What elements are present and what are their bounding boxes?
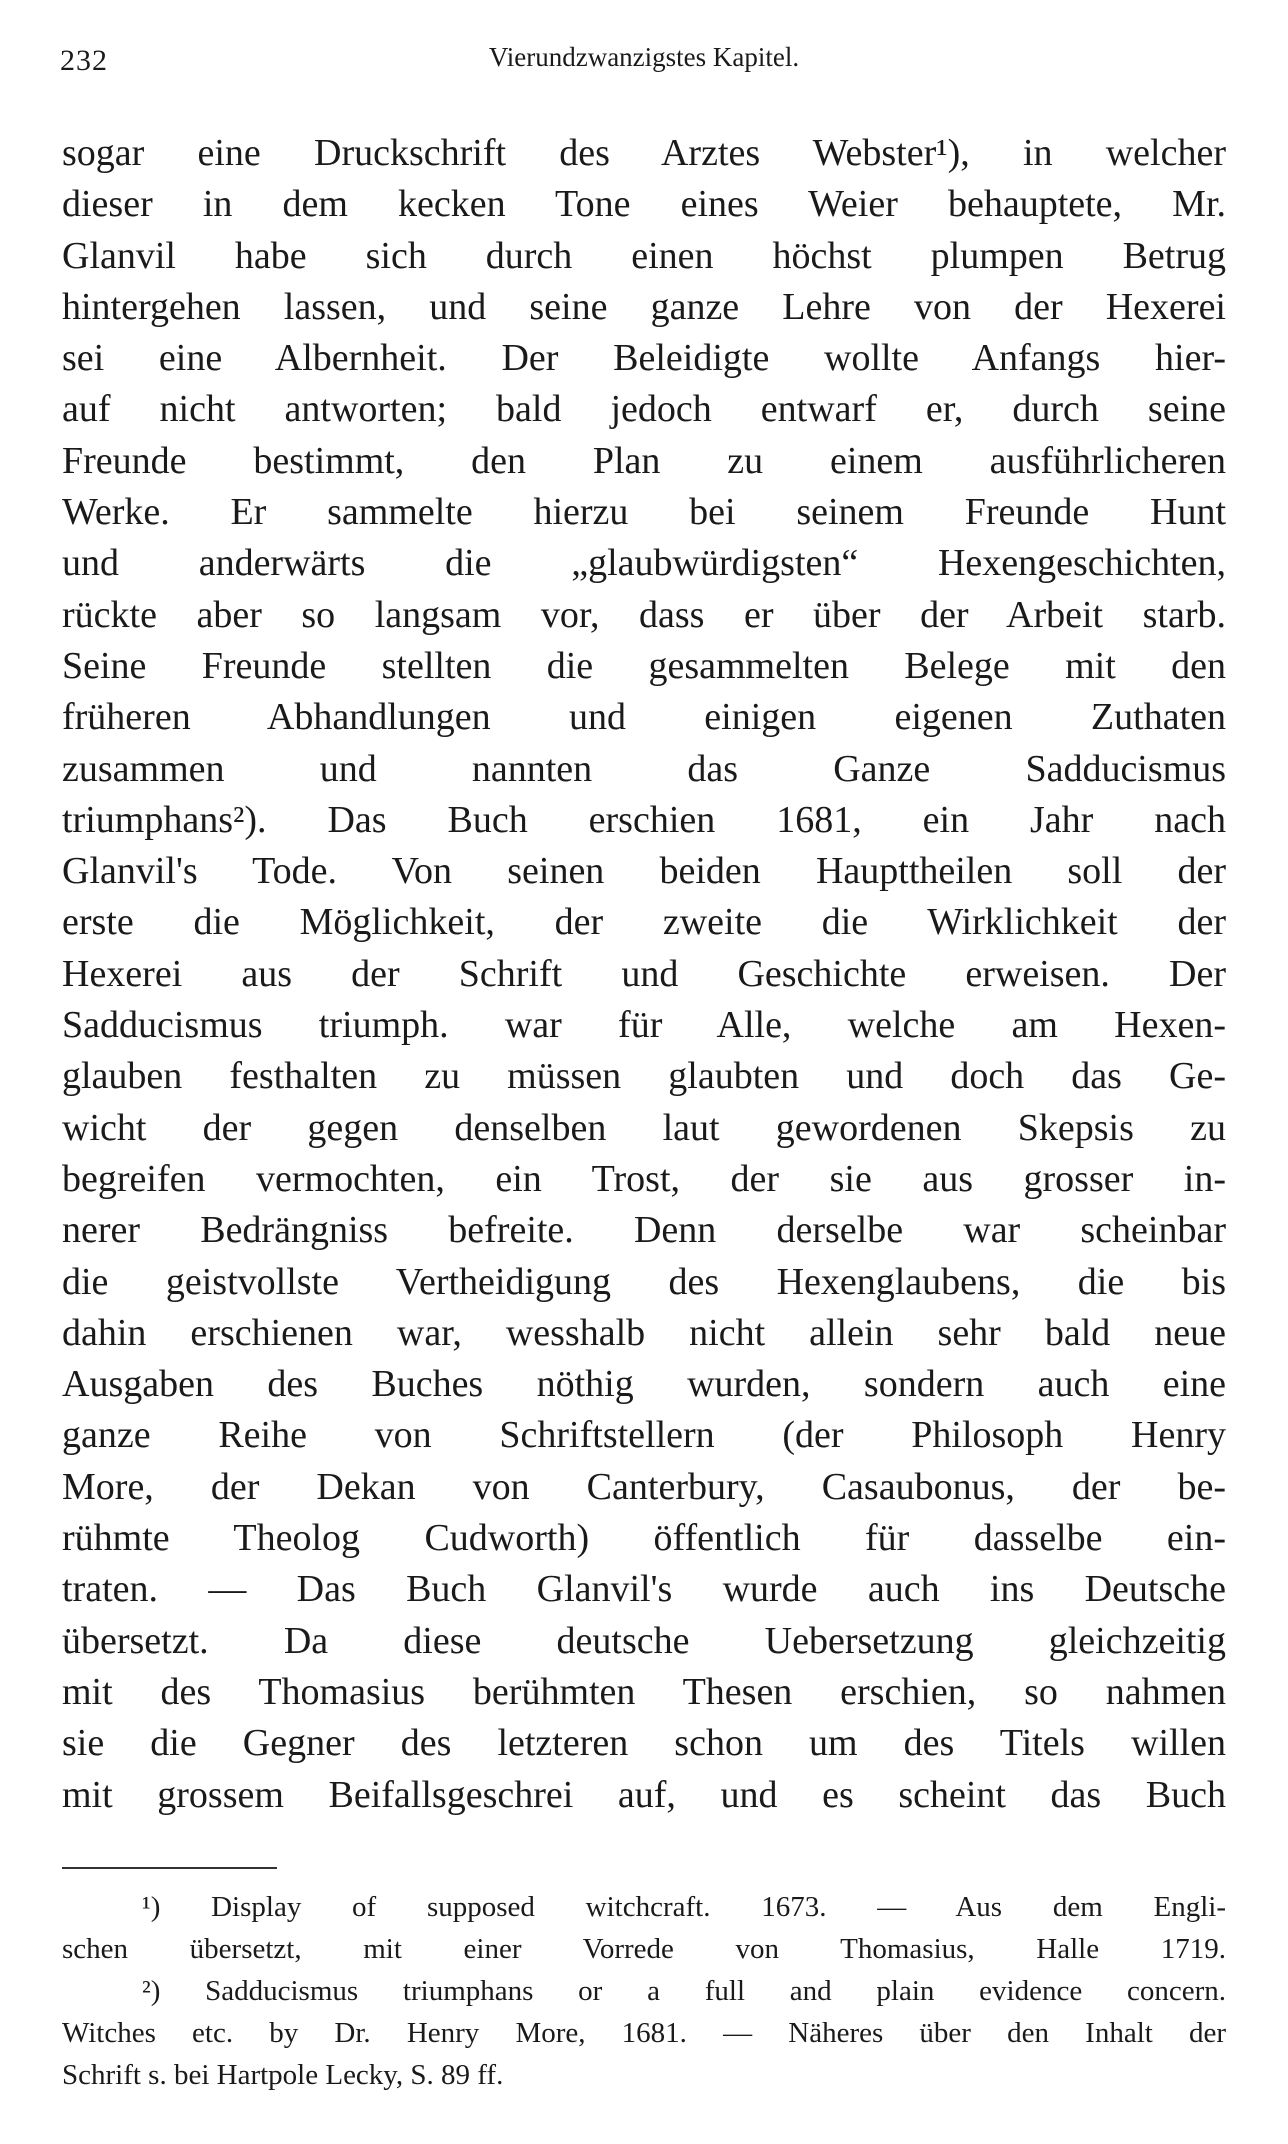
text-line: zusammen und nannten das Ganze Sadducismus	[62, 747, 1226, 790]
text-line: Seine Freunde stellten die gesammelten Belege mit den	[62, 644, 1226, 687]
text-line: traten. — Das Buch Glanvil's wurde auch ins Deutsche	[62, 1568, 1226, 1611]
text-line: mit des Thomasius berühmten Thesen erschien, so nahmen	[62, 1670, 1226, 1713]
text-line: Glanvil's Tode. Von seinen beiden Haupttheilen soll der	[62, 850, 1226, 893]
text-line: sie die Gegner des letzteren schon um des Titels willen	[62, 1722, 1226, 1765]
text-line: hintergehen lassen, und seine ganze Lehre von der Hexerei	[62, 285, 1226, 328]
footnotes	[62, 1886, 1226, 2096]
running-head: Vierundzwanzigstes Kapitel.	[488, 42, 800, 72]
page-number: 232	[60, 44, 108, 77]
body-text	[62, 128, 1226, 1821]
text-line: früheren Abhandlungen und einigen eigenen Zuthaten	[62, 696, 1226, 739]
text-line: triumphans²). Das Buch erschien 1681, ein Jahr nach	[62, 798, 1226, 841]
text-line: die geistvollste Vertheidigung des Hexenglaubens, die bis	[62, 1260, 1226, 1303]
text-line: wicht der gegen denselben laut gewordenen Skepsis zu	[62, 1106, 1226, 1149]
text-line: nerer Bedrängniss befreite. Denn derselbe war scheinbar	[62, 1209, 1226, 1252]
text-line: dahin erschienen war, wesshalb nicht allein sehr bald neue	[62, 1311, 1226, 1354]
footnote-2-line-1: ²) Sadducismus triumphans or a full and plain evidence concern.	[142, 1975, 1226, 2007]
text-line: rühmte Theolog Cudworth) öffentlich für dasselbe ein-	[62, 1517, 1226, 1560]
text-line: Freunde bestimmt, den Plan zu einem ausführlicheren	[62, 439, 1226, 482]
footnote-1-line-2: schen übersetzt, mit einer Vorrede von Thomasius, Halle 1719.	[62, 1933, 1226, 1965]
text-line: und anderwärts die „glaubwürdigsten“ Hexengeschichten,	[62, 542, 1226, 585]
text-line: sei eine Albernheit. Der Beleidigte wollte Anfangs hier-	[62, 337, 1226, 380]
text-line: glauben festhalten zu müssen glaubten und doch das Ge-	[62, 1055, 1226, 1098]
text-line: rückte aber so langsam vor, dass er über der Arbeit starb.	[62, 593, 1226, 636]
footnote-2-line-2: Witches etc. by Dr. Henry More, 1681. — Näheres über den Inhalt der	[62, 2017, 1226, 2049]
text-line: sogar eine Druckschrift des Arztes Webster¹), in welcher	[62, 132, 1226, 174]
text-line: Ausgaben des Buches nöthig wurden, sondern auch eine	[62, 1363, 1226, 1406]
text-line: ganze Reihe von Schriftstellern (der Philosoph Henry	[62, 1414, 1226, 1457]
footnote-2-line-3: Schrift s. bei Hartpole Lecky, S. 89 ff.	[62, 2059, 504, 2091]
text-line: übersetzt. Da diese deutsche Uebersetzung gleichzeitig	[62, 1619, 1226, 1662]
text-line: begreifen vermochten, ein Trost, der sie aus grosser in-	[62, 1157, 1226, 1200]
footnote-1-line-1: ¹) Display of supposed witchcraft. 1673. — Aus dem Engli-	[142, 1891, 1226, 1923]
text-line: Sadducismus triumph. war für Alle, welche am Hexen-	[62, 1004, 1226, 1047]
text-line: Hexerei aus der Schrift und Geschichte erweisen. Der	[62, 952, 1226, 995]
text-line: Werke. Er sammelte hierzu bei seinem Freunde Hunt	[62, 491, 1226, 534]
text-line: auf nicht antworten; bald jedoch entwarf er, durch seine	[62, 388, 1226, 431]
text-line: dieser in dem kecken Tone eines Weier behauptete, Mr.	[62, 183, 1226, 226]
text-line: Glanvil habe sich durch einen höchst plumpen Betrug	[62, 234, 1226, 277]
text-line: erste die Möglichkeit, der zweite die Wirklichkeit der	[62, 901, 1226, 944]
text-line: More, der Dekan von Canterbury, Casaubonus, der be-	[62, 1465, 1226, 1508]
text-line: mit grossem Beifallsgeschrei auf, und es scheint das Buch	[62, 1773, 1226, 1816]
footnote-divider	[62, 1867, 277, 1869]
page-header	[60, 38, 1228, 78]
